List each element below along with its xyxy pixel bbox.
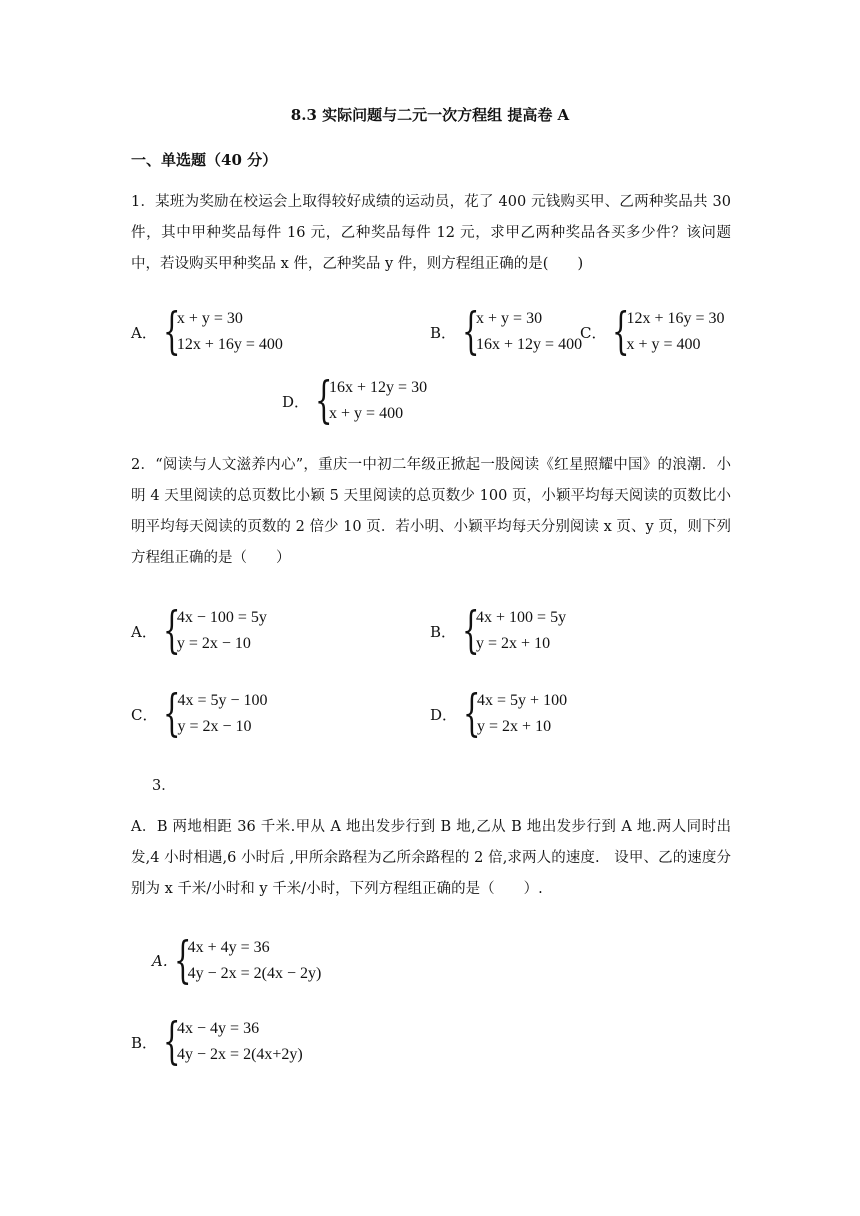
equation-1: 16x + 12y = 30: [329, 379, 428, 396]
equation-system: [462, 302, 583, 360]
q3-option-b[interactable]: [131, 1012, 303, 1070]
equation-2: y = 2x − 10: [176, 635, 251, 652]
equation-2: 12x + 16y = 400: [176, 336, 283, 353]
brace-icon: {: [163, 1012, 181, 1070]
question-3-text: A．B 两地相距 36 千米.甲从 A 地出发步行到 B 地,乙从 B 地出发步行到 A 地.两人同时出发,4 小时相遇,6 小时后 ,甲所余路程为乙所余路程的 2 倍,求两人的速度. 设甲、乙的速度分别为 x 千米/小时和 y 千米/小时，下列方程组正确的是（ ）.: [131, 819, 731, 897]
brace-icon: {: [162, 302, 181, 360]
brace-icon: {: [612, 302, 630, 360]
page-title: 8.3 实际问题与二元一次方程组 提高卷 A: [290, 106, 570, 124]
brace-icon: {: [173, 931, 192, 989]
section-heading: 一、单选题（40 分）: [131, 151, 278, 169]
option-label: C．: [580, 323, 607, 342]
equation-2: y = 2x + 10: [477, 718, 552, 735]
brace-icon: {: [163, 684, 181, 742]
option-label: D．: [430, 705, 458, 724]
q3-option-a[interactable]: [152, 931, 322, 989]
equation-1: x + y = 30: [476, 310, 543, 327]
q1-option-a[interactable]: [131, 302, 283, 360]
option-label: A.: [152, 952, 168, 970]
option-label: C．: [131, 705, 158, 724]
option-label: B．: [131, 1033, 158, 1052]
equation-system: [315, 371, 428, 429]
question-3-number: 3．: [152, 778, 176, 794]
option-label: A．: [131, 323, 157, 342]
q1-option-d[interactable]: [282, 371, 428, 429]
equation-system: [162, 302, 283, 360]
q2-option-a[interactable]: [131, 601, 267, 659]
equation-system: [463, 684, 568, 742]
equation-1: 4x = 5y + 100: [477, 692, 568, 709]
question-2-text: 2．“阅读与人文滋养内心”，重庆一中初二年级正掀起一股阅读《红星照耀中国》的浪潮．小明 4 天里阅读的总页数比小颖 5 天里阅读的总页数少 100 页，小颖平均每天阅读的页数比小明平均每天阅读的页数的 2 倍少 10 页．若小明、小颖平均每天分别阅读 x 页、y 页，则下列方程组正确的是（ ）: [131, 457, 731, 566]
equation-system: [462, 601, 567, 659]
q2-option-b[interactable]: [430, 601, 567, 659]
equation-2: 4y − 2x = 2(4x − 2y): [187, 965, 322, 982]
equation-2: x + y = 400: [626, 336, 701, 353]
brace-icon: {: [463, 684, 481, 742]
option-label: B．: [430, 622, 457, 641]
equation-system: [163, 684, 268, 742]
brace-icon: {: [462, 302, 480, 360]
equation-2: y = 2x + 10: [476, 635, 551, 652]
equation-1: x + y = 30: [176, 310, 243, 327]
equation-1: 4x = 5y − 100: [177, 692, 268, 709]
question-1-text: 1．某班为奖励在校运会上取得较好成绩的运动员，花了 400 元钱购买甲、乙两种奖品共 30 件，其中甲种奖品每件 16 元，乙种奖品每件 12 元，求甲乙两种奖品各买多少件？该问题中，若设购买甲种奖品 x 件，乙种奖品 y 件，则方程组正确的是( ): [131, 194, 731, 272]
equation-system: [162, 601, 267, 659]
q1-option-c[interactable]: [580, 302, 725, 360]
option-label: D．: [282, 392, 310, 411]
brace-icon: {: [462, 601, 480, 659]
equation-1: 4x − 4y = 36: [177, 1020, 260, 1037]
option-label: A．: [131, 622, 157, 641]
q2-option-d[interactable]: [430, 684, 568, 742]
equation-system: [173, 931, 322, 989]
equation-2: x + y = 400: [329, 405, 404, 422]
equation-1: 12x + 16y = 30: [626, 310, 725, 327]
q2-option-c[interactable]: [131, 684, 268, 742]
equation-1: 4x − 100 = 5y: [176, 609, 267, 626]
equation-2: 4y − 2x = 2(4x+2y): [177, 1046, 303, 1063]
brace-icon: {: [162, 601, 181, 659]
equation-2: y = 2x − 10: [177, 718, 252, 735]
equation-system: [163, 1012, 303, 1070]
equation-1: 4x + 100 = 5y: [476, 609, 567, 626]
q1-option-b[interactable]: [430, 302, 583, 360]
equation-2: 16x + 12y = 400: [476, 336, 583, 353]
equation-system: [612, 302, 725, 360]
equation-1: 4x + 4y = 36: [187, 939, 270, 956]
option-label: B．: [430, 323, 457, 342]
brace-icon: {: [315, 371, 333, 429]
